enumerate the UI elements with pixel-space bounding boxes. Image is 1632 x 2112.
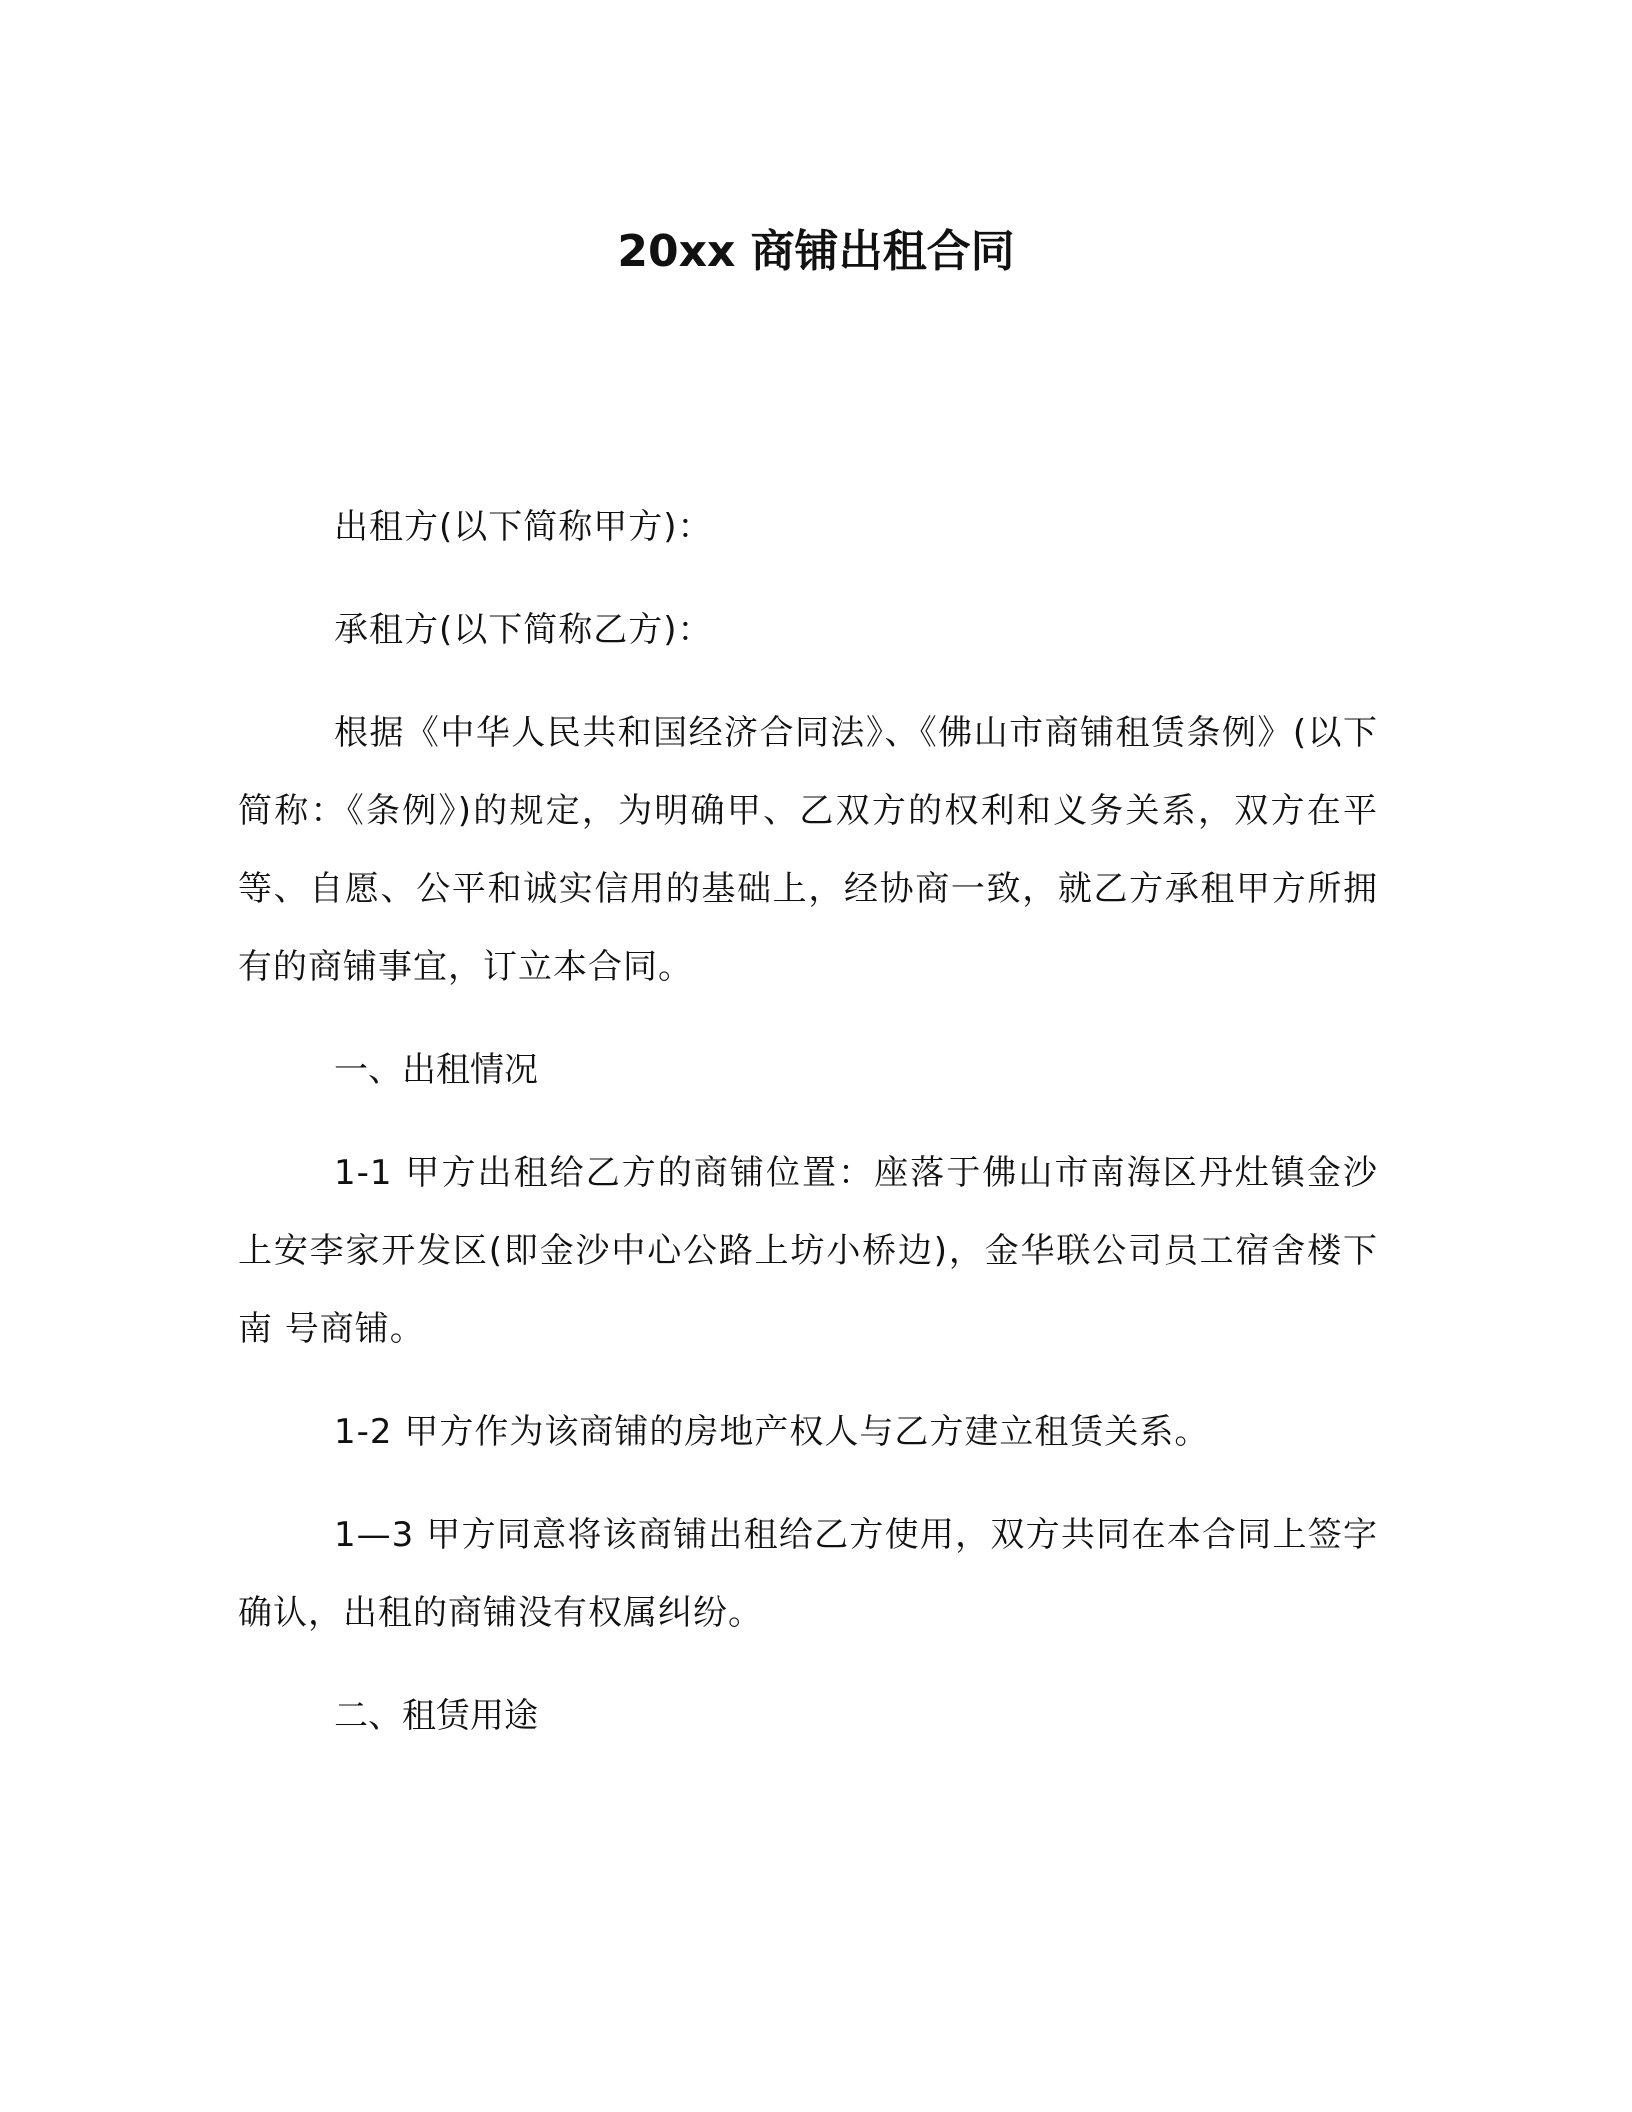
- section-heading-2: 二、租赁用途: [334, 1696, 538, 1736]
- clause-1-2: 1-2 甲方作为该商铺的房地产权人与乙方建立租赁关系。: [334, 1412, 1210, 1452]
- preamble-paragraph: 根据《中华人民共和国经济合同法》、《佛山市商铺租赁条例》(以下简称：《条例》)的规定，为明确甲、乙双方的权利和义务关系，双方在平等、自愿、公平和诚实信用的基础上，经协商一致，就乙方承租甲方所拥有的商铺事宜，订立本合同。: [238, 713, 1378, 987]
- document-body: [238, 488, 1378, 1780]
- clause-1-3: 1—3 甲方同意将该商铺出租给乙方使用，双方共同在本合同上签字确认，出租的商铺没有权属纠纷。: [238, 1515, 1378, 1633]
- lessee-line: 承租方(以下简称乙方)：: [334, 610, 713, 650]
- document-title: 20xx 商铺出租合同: [617, 226, 1015, 277]
- section-heading-1: 一、出租情况: [334, 1050, 538, 1090]
- lessor-line: 出租方(以下简称甲方)：: [334, 507, 713, 547]
- clause-1-1: 1-1 甲方出租给乙方的商铺位置：座落于佛山市南海区丹灶镇金沙上安李家开发区(即金沙中心公路上坊小桥边)，金华联公司员工宿舍楼下南 号商铺。: [238, 1153, 1378, 1349]
